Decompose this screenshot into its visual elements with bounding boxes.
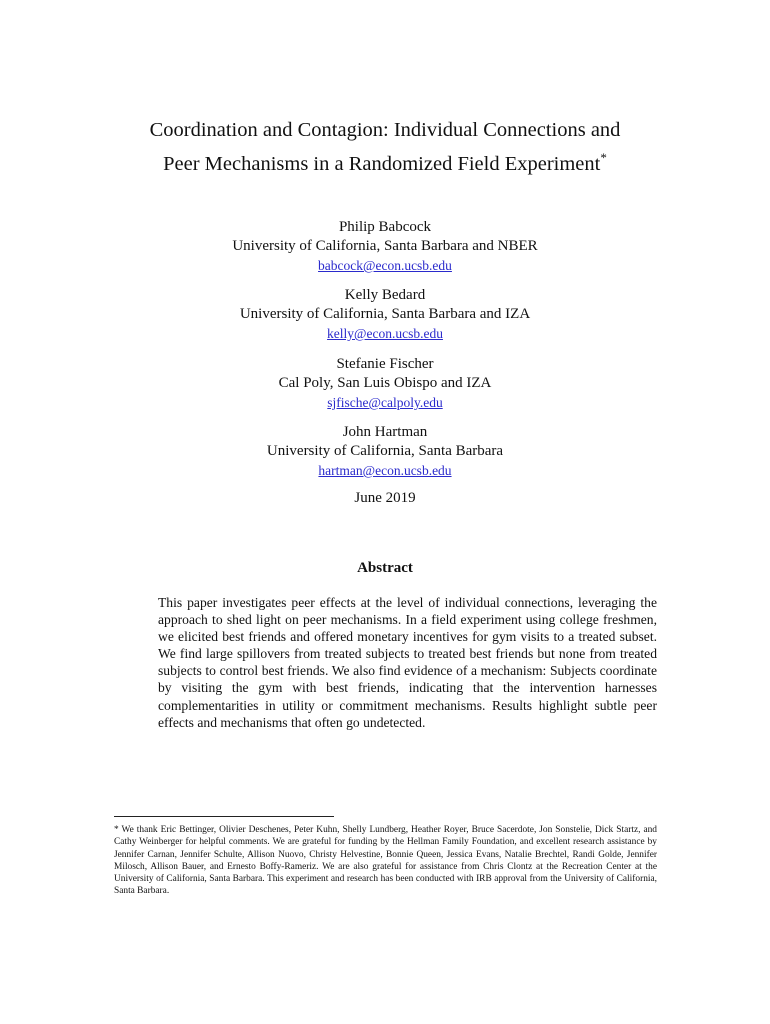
author-affiliation: University of California, Santa Barbara	[266, 443, 504, 459]
paper-date: June 2019	[354, 490, 416, 506]
author-name: John Hartman	[342, 424, 428, 440]
author-email-link[interactable]: sjfische@calpoly.edu	[327, 395, 443, 410]
author-affiliation: University of California, Santa Barbara and NBER	[232, 238, 538, 254]
author-block-4	[60, 423, 710, 481]
author-block-1	[60, 218, 710, 276]
author-name: Stefanie Fischer	[336, 356, 434, 372]
paper-title	[60, 116, 710, 178]
author-affiliation: Cal Poly, San Luis Obispo and IZA	[278, 375, 492, 391]
author-block-2	[60, 286, 710, 344]
footnote-divider	[114, 816, 334, 817]
author-name: Kelly Bedard	[344, 287, 426, 303]
author-email-link[interactable]: hartman@econ.ucsb.edu	[318, 463, 452, 478]
footnote-text: * We thank Eric Bettinger, Olivier Deschenes, Peter Kuhn, Shelly Lundberg, Heather Royer, Bruce Sacerdote, Jon Sonstelie, Dick Startz, and Cathy Weinberger for helpful comments. We are grateful for funding by the Hellman Family Foundation, and excellent research assistance by Jennifer Carnan, Jennifer Schulte, Allison Nuovo, Christy Helvestine, Bonnie Queen, Jessica Evans, Natalie Brechtel, Randi Golde, Jennifer Milosch, Allison Bauer, and Ernesto Boffy-Rameriz. We are also grateful for assistance from Chris Clontz at the Recreation Center at the University of California, Santa Barbara. This experiment and research has been conducted with IRB approval from the University of California, Santa Barbara.	[114, 825, 657, 897]
author-email-link[interactable]: babcock@econ.ucsb.edu	[318, 258, 452, 273]
author-email-link[interactable]: kelly@econ.ucsb.edu	[327, 326, 443, 341]
author-affiliation: University of California, Santa Barbara and IZA	[239, 306, 531, 322]
abstract-heading: Abstract	[357, 560, 413, 576]
author-name: Philip Babcock	[338, 219, 432, 235]
author-block-3	[60, 355, 710, 413]
title-line-2-text: Peer Mechanisms in a Randomized Field Experiment	[163, 152, 601, 175]
title-line-1: Coordination and Contagion: Individual Connections and	[149, 119, 621, 141]
title-line-2	[60, 144, 710, 178]
abstract-text: This paper investigates peer effects at the level of individual connections, leveraging the approach to shed light on peer mechanisms. In a field experiment using college freshmen, we elicited best friends and offered monetary incentives for gym visits to a treated subset. We find large spillovers from treated subjects to treated best friends but none from treated subjects to control best friends. We also find evidence of a mechanism: Subjects coordinate by visiting the gym with best friends, indicating that the intervention harnesses complementarities in utility or commitment mechanisms. Results highlight subtle peer effects and mechanisms that often go undetected.	[158, 595, 657, 730]
title-footnote-marker: *	[600, 150, 607, 165]
